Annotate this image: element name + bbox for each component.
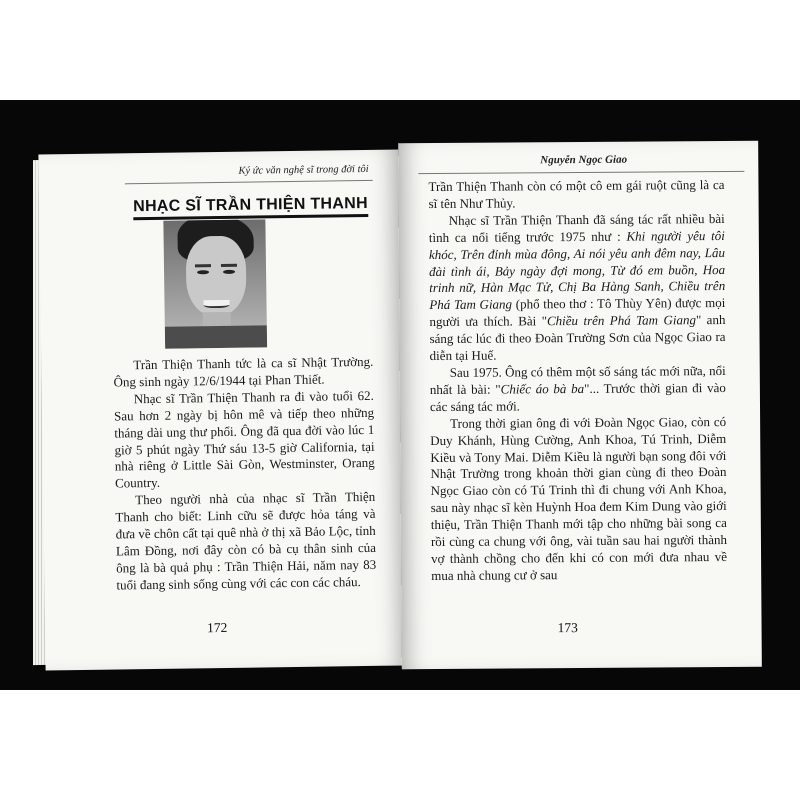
page-number-right: 173 (557, 620, 578, 636)
chapter-title: NHẠC SĨ TRẦN THIỆN THANH (133, 195, 368, 220)
right-page (398, 141, 762, 670)
paragraph: Trần Thiện Thanh còn có một cô em gái ruột cũng là ca sĩ tên Như Thủy. (428, 176, 725, 211)
header-rule-right (418, 171, 744, 174)
left-body-text (113, 354, 376, 594)
paragraph: Trong thời gian ông đi với Đoàn Ngọc Giao, còn có Duy Khánh, Hùng Cường, Anh Khoa, Tú Trinh, Diễm Kiều và Tony Mai. Diễm Kiều là người bạn song đôi với Nhật Trường trong khoản thời gian cùng đi theo Đoàn Ngọc Giao còn có Tú Trinh thì đi chung với Anh Khoa, sau này nhạc sĩ kèn Huỳnh Hoa đem Kim Dung vào giới thiệu, Trần Thiện Thanh mới tập cho những bài song ca rồi cùng ca chung với ông, vài tuần sau hai người thành vợ thành chồng cho đến khi có con mới đưa nhau về mua nhà chung cư ở sau (430, 413, 728, 583)
portrait-photo (163, 219, 267, 348)
running-head-right: Nguyễn Ngọc Giao (540, 153, 628, 167)
header-rule-left (125, 180, 373, 184)
running-head-left: Ký ức văn nghệ sĩ trong đời tôi (238, 163, 369, 177)
song-title: Chiếc áo bà ba (500, 380, 585, 397)
paragraph: Nhạc sĩ Trần Thiện Thanh ra đi vào tuổi 62. Sau hơn 2 ngày bị hôn mê và tiếp theo những tháng dài ung thư phổi. Ông đã qua đời vào lúc 1 giờ 5 phút ngày Thứ sáu 13-5 giờ California, tại nhà riêng ở Little Sài Gòn, Westminster, Orang Country. (113, 387, 375, 491)
paragraph: Theo người nhà của nhạc sĩ Trần Thiện Thanh cho biết: Linh cữu sẽ được hỏa táng và đưa về chôn cất tại quê nhà ở thị xã Bảo Lộc, tỉnh Lâm Đồng, nơi đây còn có bà cụ thân sinh của ông là bà quả phụ : Trần Thiện Hải, năm nay 83 tuổi đang sinh sống cùng với các con các cháu. (115, 489, 377, 593)
paragraph: Sau 1975. Ông có thêm một số sáng tác mới nữa, nổi nhất là bài: "Chiếc áo bà ba"... Trước thời gian đi vào các sáng tác mới. (429, 362, 726, 414)
left-page (38, 150, 405, 671)
paragraph: Nhạc sĩ Trần Thiện Thanh đã sáng tác rất nhiều bài tình ca nổi tiếng trước 1975 như : Khi người yêu tôi khóc, Trên đỉnh mùa đông, Ai nói yêu anh đêm nay, Lâu đài tình ái, Bảy ngày đợi mong, Từ đó em buồn, Hoa trinh nữ, Hàn Mạc Tử, Chị Ba Hàng Sanh, Chiều trên Phá Tam Giang (phổ theo thơ : Tô Thùy Yên) được mọi người ưa thích. Bài "Chiều trên Phá Tam Giang" anh sáng tác lúc đi theo Đoàn Trường Sơn của Ngọc Giao ra diễn tại Huế. (428, 210, 726, 364)
song-list: Khi người yêu tôi khóc, Trên đỉnh mùa đông, Ai nói yêu anh đêm nay, Lâu đài tình ái, Bảy ngày đợi mong, Từ đó em buồn, Hoa trinh nữ, Hàn Mạc Tử, Chị Ba Hàng Sanh, Chiều trên Phá Tam Giang (428, 227, 726, 313)
paragraph: Trần Thiện Thanh tức là ca sĩ Nhật Trường. Ông sinh ngày 12/6/1944 tại Phan Thiết. (113, 353, 374, 390)
page-number-left: 172 (206, 619, 228, 636)
song-title: Chiều trên Phá Tam Giang (546, 312, 696, 329)
right-body-text (428, 177, 727, 585)
